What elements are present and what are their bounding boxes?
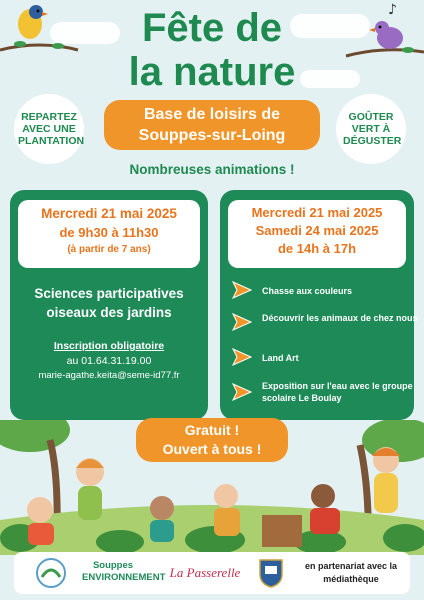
badge-gouter-text: GOÛTER VERT À DÉGUSTER <box>343 111 402 147</box>
email: marie-agathe.keita@seme-id77.fr <box>38 370 180 381</box>
activity-item: Land Art <box>262 353 299 363</box>
phone: au 01.64.31.19.00 <box>66 355 152 367</box>
town-crest-icon <box>258 558 284 588</box>
venue-text: Base de loisirs de Souppes-sur-Loing <box>138 106 286 144</box>
la-passerelle-logo: La Passerelle <box>169 565 241 580</box>
arrow-bullet-icon <box>232 383 252 401</box>
free-banner <box>136 418 288 462</box>
right-time: de 14h à 17h <box>277 241 357 256</box>
subtitle: Nombreuses animations ! <box>129 162 295 177</box>
activity-item: Chasse aux couleurs <box>262 286 353 296</box>
poster-title-line2: la nature <box>128 50 296 94</box>
right-date-box <box>228 200 406 268</box>
poster-title-line1: Fête de <box>141 6 283 50</box>
free-line2: Ouvert à tous ! <box>162 441 262 457</box>
souppes-environnement-logo: Souppes ENVIRONNEMENT <box>82 560 166 583</box>
left-date: Mercredi 21 mai 2025 <box>41 206 177 221</box>
partners-footer <box>14 552 410 594</box>
right-date1: Mercredi 21 mai 2025 <box>251 205 383 220</box>
activity-item: Découvrir les animaux de chez nous <box>262 313 418 323</box>
registration-label: Inscription obligatoire <box>53 340 165 352</box>
left-age: (à partir de 7 ans) <box>67 244 151 255</box>
seme-logo-icon <box>34 557 68 589</box>
activity-item: Exposition sur l'eau avec le groupe scolaire Le Boulay <box>262 381 413 403</box>
left-event: Sciences participatives oiseaux des jardins <box>34 286 184 320</box>
badge-gouter <box>336 94 406 164</box>
badge-plantation <box>14 94 84 164</box>
partnership-text: en partenariat avec la médiathèque <box>304 561 398 584</box>
svg-text:♪: ♪ <box>388 2 397 18</box>
left-time: de 9h30 à 11h30 <box>59 225 159 240</box>
badge-plantation-text: REPARTEZ AVEC UNE PLANTATION <box>18 111 85 147</box>
free-line1: Gratuit ! <box>184 422 240 438</box>
left-date-box <box>18 200 200 268</box>
arrow-bullet-icon <box>232 348 252 366</box>
arrow-bullet-icon <box>232 313 252 331</box>
arrow-bullet-icon <box>232 281 252 299</box>
right-date2: Samedi 24 mai 2025 <box>255 223 379 238</box>
venue-banner <box>104 100 320 150</box>
